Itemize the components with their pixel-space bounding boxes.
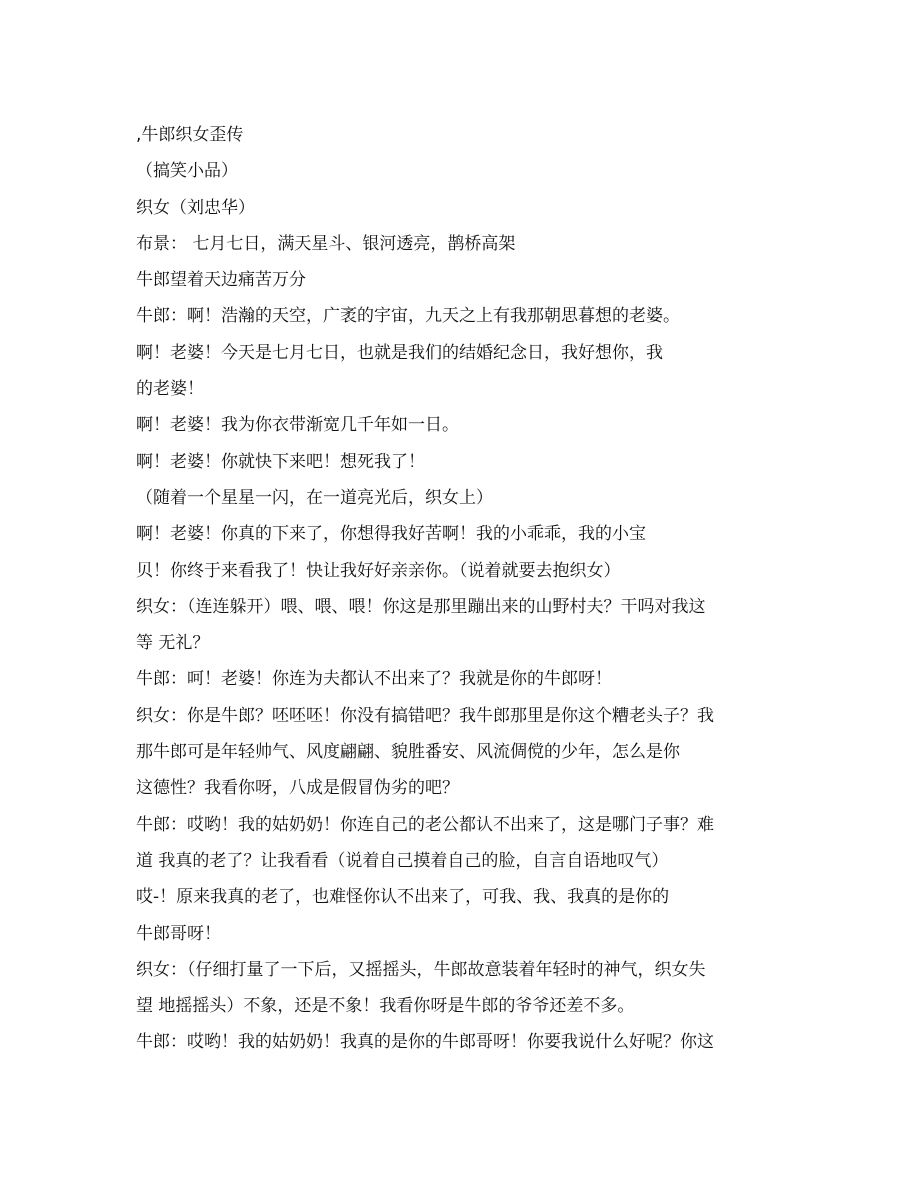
doc-text-line: 啊！老婆！我为你衣带渐宽几千年如一日。 xyxy=(136,415,459,436)
doc-text-line: 的老婆！ xyxy=(136,379,204,400)
doc-text-line: 等 无礼？ xyxy=(136,633,210,654)
doc-title-line: ,牛郎织女歪传 xyxy=(136,125,244,145)
doc-text-line: 牛郎：哎哟！我的姑奶奶！我真的是你的牛郎哥呀！你要我说什么好呢？你这 xyxy=(136,1032,714,1053)
doc-author-line: 织女（刘忠华） xyxy=(136,197,255,218)
doc-text-line: 哎-！原来我真的老了，也难怪你认不出来了，可我、我、我真的是你的 xyxy=(136,887,670,908)
document-body xyxy=(136,117,776,1061)
doc-text-line: 这德性？我看你呀，八成是假冒伪劣的吧？ xyxy=(136,778,459,799)
doc-text-line: （随着一个星星一闪，在一道亮光后，织女上） xyxy=(136,487,493,508)
doc-text-line: 啊！老婆！你就快下来吧！想死我了！ xyxy=(136,451,425,472)
doc-text-line: 织女：（仔细打量了一下后，又摇摇头，牛郎故意装着年轻时的神气，织女失 xyxy=(136,959,706,980)
doc-text-line: 啊！老婆！今天是七月七日，也就是我们的结婚纪念日，我好想你，我 xyxy=(136,342,663,363)
doc-text-line: 啊！老婆！你真的下来了，你想得我好苦啊！我的小乖乖，我的小宝 xyxy=(136,524,646,545)
doc-text-line: 织女：你是牛郎？呸呸呸！你没有搞错吧？我牛郎那里是你这个糟老头子？我 xyxy=(136,705,714,726)
doc-text-line: 望 地摇摇头）不象，还是不象！我看你呀是牛郎的爷爷还差不多。 xyxy=(136,996,635,1017)
doc-genre-line: （搞笑小品） xyxy=(136,161,238,182)
doc-text-line: 牛郎：哎哟！我的姑奶奶！你连自己的老公都认不出来了，这是哪门子事？难 xyxy=(136,814,714,835)
doc-text-line: 牛郎望着天边痛苦万分 xyxy=(136,270,306,291)
doc-text-line: 牛郎：呵！老婆！你连为夫都认不出来了？我就是你的牛郎呀！ xyxy=(136,669,612,690)
doc-setting-line: 布景： 七月七日，满天星斗、银河透亮，鹊桥高架 xyxy=(136,233,516,254)
doc-text-line: 贝！你终于来看我了！快让我好好亲亲你。（说着就要去抱织女） xyxy=(136,560,621,581)
doc-text-line: 织女：（连连躲开）喂、喂、喂！你这是那里蹦出来的山野村夫？干吗对我这 xyxy=(136,596,706,617)
doc-text-line: 道 我真的老了？让我看看（说着自己摸着自己的脸，自言自语地叹气） xyxy=(136,850,669,871)
doc-text-line: 牛郎：啊！浩瀚的天空，广袤的宇宙，九天之上有我那朝思暮想的老婆。 xyxy=(136,306,680,327)
doc-text-line: 那牛郎可是年轻帅气、风度翩翩、貌胜番安、风流倜傥的少年，怎么是你 xyxy=(136,742,680,763)
doc-text-line: 牛郎哥呀！ xyxy=(136,923,221,944)
